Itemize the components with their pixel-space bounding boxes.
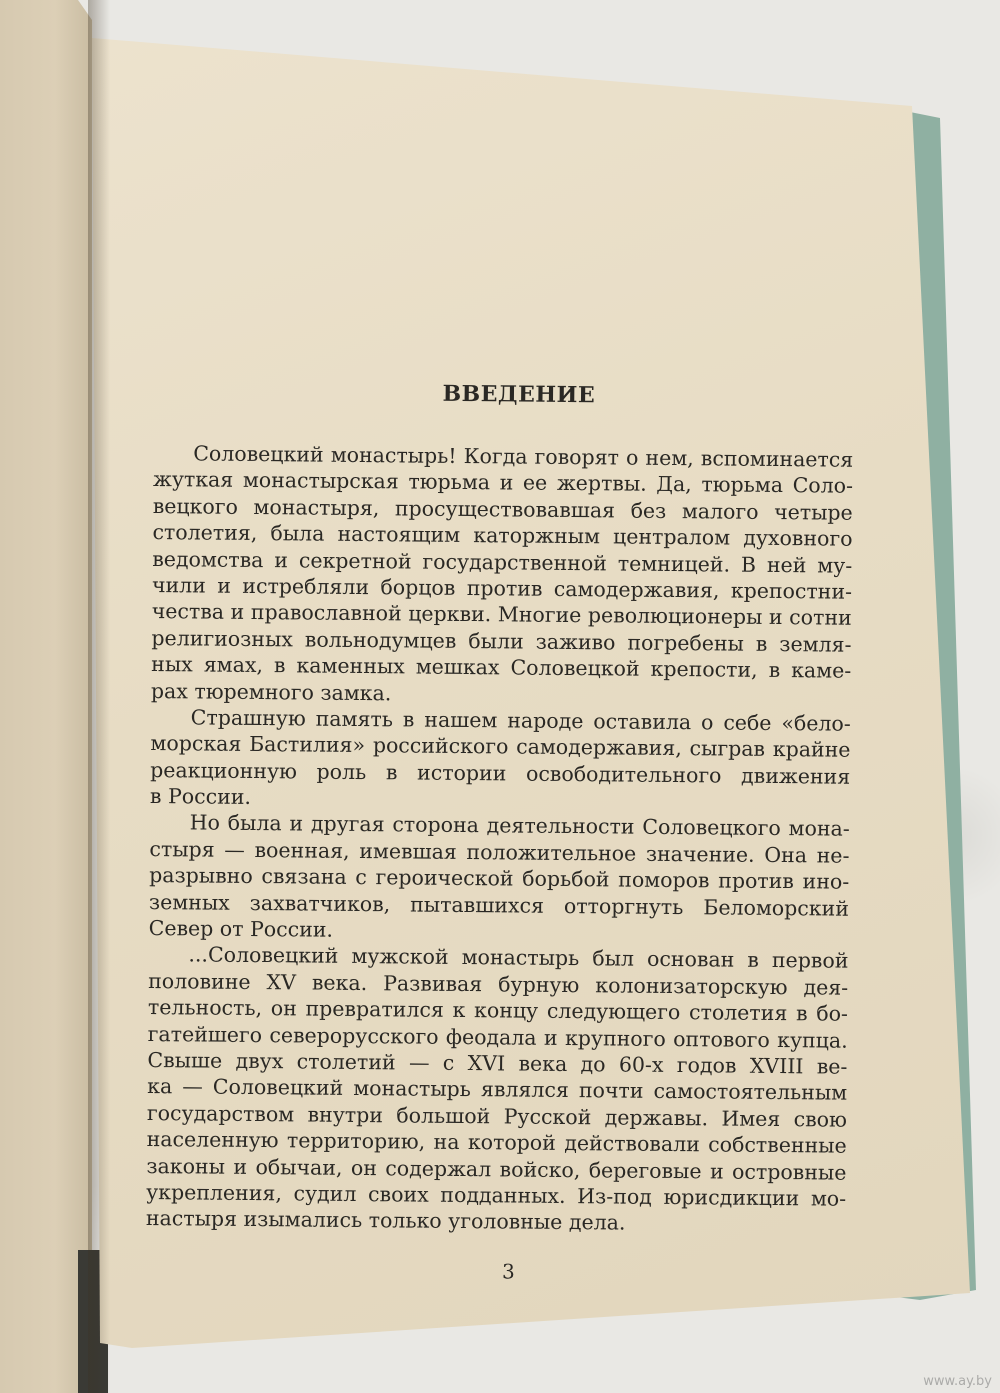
text-line: населенную территорию, на которой действовали собственные (146, 1127, 847, 1158)
paragraph (151, 440, 854, 711)
text-line: рах тюремного замка. (150, 678, 392, 705)
text-line: ных ямах, в каменных мешках Соловецкой крепости, в каме- (151, 652, 852, 683)
text-line: гатейшего северорусского феодала и крупного оптового купца. (147, 1021, 848, 1053)
page-content (145, 378, 854, 1286)
text-line: Страшную память в нашем народе оставила о себе «бело- (190, 705, 851, 736)
text-line: государством внутри большой Русской державы. Имея свою (146, 1100, 848, 1132)
text-line: законы и обычаи, он содержал войско, береговые и островные (146, 1153, 847, 1185)
text-line: тельность, он превратился к концу следующего столетия в бо- (147, 995, 849, 1026)
text-line: ка — Соловецкий монастырь являлся почти самостоятельным (147, 1074, 848, 1106)
text-line: чили и истребляли борцов против самодержавия, крепостни- (151, 572, 853, 604)
text-line: религиозных вольнодумцев были заживо погребены в земля- (151, 625, 852, 657)
text-line: чества и православной церкви. Многие революционеры и сотни (151, 599, 852, 631)
text-line: Соловецкий монастырь! Когда говорят о нем, вспоминается (193, 441, 854, 472)
paragraph (150, 704, 851, 816)
text-line: земных захватчиков, пытавшихся отторгнуть Беломорский (148, 889, 850, 921)
spine-shadow (88, 0, 110, 1393)
text-line: стыря — военная, имевшая положительное значение. Она не- (149, 836, 850, 868)
text-line: ...Соловецкий мужской монастырь был основан в первой (188, 942, 849, 974)
page-number: 3 (501, 1259, 515, 1284)
text-line: реакционную роль в истории освободительного движения (150, 757, 851, 789)
text-line: половине XV века. Развивая бурную колонизаторскую дея- (148, 968, 849, 1000)
text-line: укрепления, судил своих подданных. Из-под юрисдикции мо- (146, 1179, 847, 1211)
text-line: в России. (149, 784, 252, 810)
text-line: разрывно связана с героической борьбой поморов против ино- (149, 863, 850, 894)
text-line: Но была и другая сторона деятельности Соловецкого мона- (189, 810, 850, 842)
text-line: Свыше двух столетий — с XVI века до 60-х годов XVIII ве- (147, 1047, 848, 1079)
paragraph (149, 809, 850, 948)
text-line: морская Бастилия» российского самодержавия, сыграв крайне (150, 731, 851, 762)
text-line: ведомства и секретной государственной темницей. В ней му- (152, 546, 853, 578)
left-page (0, 0, 92, 1393)
text-line: жуткая монастырская тюрьма и ее жертвы. Да, тюрьма Соло- (152, 467, 854, 499)
text-line: вецкого монастыря, просуществовавшая без малого четыре (152, 493, 853, 525)
paragraph (146, 941, 849, 1238)
text-line: столетия, была настоящим каторжным централом духовного (152, 520, 853, 551)
page-title: ВВЕДЕНИЕ (442, 380, 596, 409)
text-line: настыря изымались только уголовные дела. (145, 1206, 626, 1235)
text-line: Север от России. (148, 916, 334, 942)
watermark: www.ay.by (923, 1374, 992, 1389)
